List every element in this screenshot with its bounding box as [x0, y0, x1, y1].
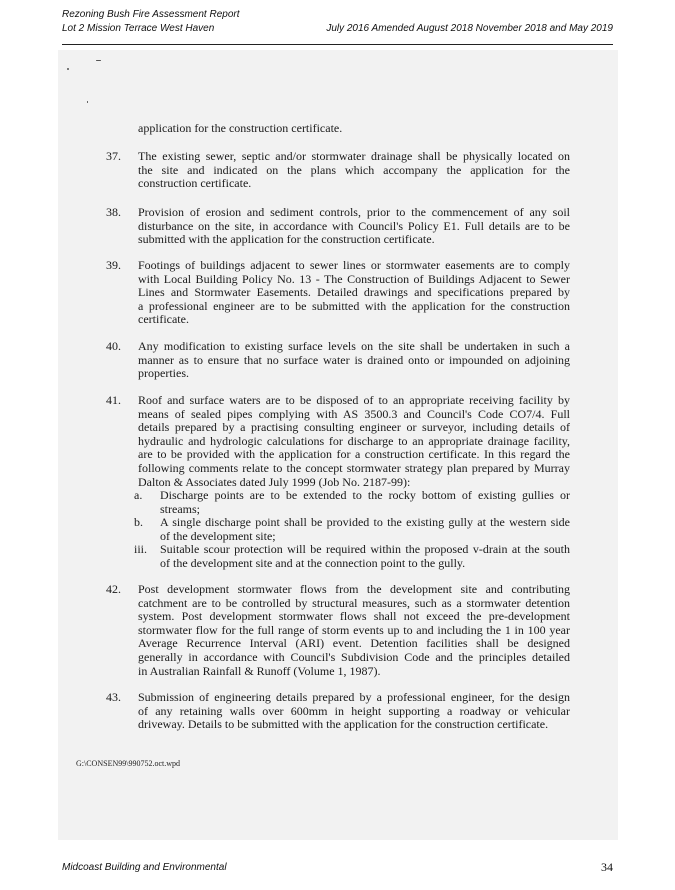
- text-line: construction certificate.: [138, 176, 252, 191]
- text-line: application for the construction certificate.: [138, 121, 343, 135]
- item-number: 39.: [106, 258, 121, 272]
- text-line: Roof and surface waters are to be disposed of to an appropriate receiving facility by: [138, 393, 570, 407]
- item-number: 41.: [106, 393, 121, 407]
- text-line: Post development stormwater flows from the development site and contributing: [138, 582, 570, 596]
- text-line: catchment are to be controlled by structural measures, such as a stormwater detention: [138, 595, 570, 610]
- item-number: 38.: [106, 205, 121, 219]
- report-site: Lot 2 Mission Terrace West Haven: [62, 23, 215, 34]
- text-line: Submission of engineering details prepared by a professional engineer, for the design: [138, 690, 570, 704]
- text-line: details prepared by a practising consulting engineer or surveyor, including details of: [138, 420, 570, 435]
- text-line: A single discharge point shall be provided to the existing gully at the western side: [160, 515, 570, 529]
- report-dates: July 2016 Amended August 2018 November 2018 and May 2019: [326, 23, 613, 34]
- item-number: 42.: [106, 582, 121, 596]
- subitem-number: iii.: [134, 542, 148, 556]
- intro-paragraph: [138, 122, 570, 136]
- text-line: of the development site and at the connection point to the gully.: [160, 555, 466, 570]
- text-line: submitted with the application for the construction certificate.: [138, 232, 435, 247]
- text-line: stormwater flow for the full range of storm events up to and including the 1 in 100 year: [138, 622, 570, 637]
- subitem-iii: [134, 542, 570, 570]
- text-line: following comments relate to the concept stormwater strategy plan prepared by Murray: [138, 460, 570, 475]
- scan-speck: [67, 68, 69, 70]
- item-number: 40.: [106, 339, 121, 353]
- condition-38: [106, 205, 570, 247]
- text-line: The existing sewer, septic and/or stormwater drainage shall be physically located on: [138, 149, 570, 163]
- report-title: Rezoning Bush Fire Assessment Report: [62, 9, 240, 20]
- text-line: disturbance on the site, in accordance with Council's Policy E1. Full details are to be: [138, 218, 570, 233]
- text-line: Dalton & Associates dated July 1999 (Job No. 2187-99):: [138, 474, 411, 489]
- scan-speck: [96, 60, 101, 61]
- condition-39: [106, 258, 570, 327]
- text-line: Lines and Stormwater Easements. Detailed drawings and specifications prepared by: [138, 285, 570, 300]
- text-line: Footings of buildings adjacent to sewer lines or stormwater easements are to comply: [138, 258, 570, 272]
- text-line: certificate.: [138, 312, 189, 327]
- text-line: streams;: [160, 501, 200, 516]
- text-line: Average Recurrence Interval (ARI) event. Detention facilities shall be designed: [138, 636, 570, 651]
- text-line: a professional engineer are to be submitted with the application for the construction: [138, 298, 570, 313]
- page-number: 34: [601, 860, 613, 874]
- subitem-number: a.: [134, 488, 143, 502]
- scan-speck: [87, 101, 88, 103]
- footer-company: Midcoast Building and Environmental: [62, 862, 227, 873]
- condition-40: [106, 339, 570, 381]
- text-line: means of sealed pipes complying with AS 3500.3 and Council's Code CO7/4. Full: [138, 406, 570, 421]
- item-number: 43.: [106, 690, 121, 704]
- text-line: hydraulic and hydrologic calculations for discharge to an appropriate drainage facility,: [138, 433, 570, 448]
- subitem-a: [134, 488, 570, 516]
- item-number: 37.: [106, 149, 121, 163]
- text-line: of the development site;: [160, 528, 276, 543]
- text-line: the site and indicated on the plans which accompany the application for the: [138, 162, 570, 177]
- condition-42: [106, 582, 570, 678]
- text-line: Any modification to existing surface levels on the site shall be undertaken in such a: [138, 339, 570, 353]
- text-line: driveway. Details to be submitted with the application for the construction certificate.: [138, 717, 549, 732]
- text-line: Suitable scour protection will be required within the proposed v-drain at the south: [160, 542, 570, 556]
- text-line: Discharge points are to be extended to the rocky bottom of existing gullies or: [160, 488, 570, 502]
- condition-43: [106, 690, 570, 732]
- text-line: are to be provided with the application for a construction certificate. In this regard the: [138, 447, 570, 462]
- text-line: system. Post development stormwater flows shall not exceed the pre-development: [138, 609, 570, 624]
- text-line: properties.: [138, 366, 189, 381]
- condition-37: [106, 149, 570, 191]
- text-line: Provision of erosion and sediment controls, prior to the commencement of any soil: [138, 205, 570, 219]
- text-line: manner as to ensure that no surface water is drained onto or impounded on adjoining: [138, 352, 570, 367]
- file-path: G:\CONSEN99\990752.oct.wpd: [76, 759, 180, 768]
- condition-41: [106, 393, 570, 489]
- text-line: in Australian Rainfall & Runoff (Volume 1, 1987).: [138, 663, 381, 678]
- text-line: generally in accordance with Council's Subdivision Code and the principles detailed: [138, 649, 570, 664]
- header-divider: [62, 44, 613, 45]
- text-line: with Local Building Policy No. 13 - The Construction of Buildings Adjacent to Sewer: [138, 271, 570, 286]
- text-line: of any retaining walls over 600mm in height supporting a roadway or vehicular: [138, 703, 570, 718]
- subitem-number: b.: [134, 515, 143, 529]
- subitem-b: [134, 515, 570, 543]
